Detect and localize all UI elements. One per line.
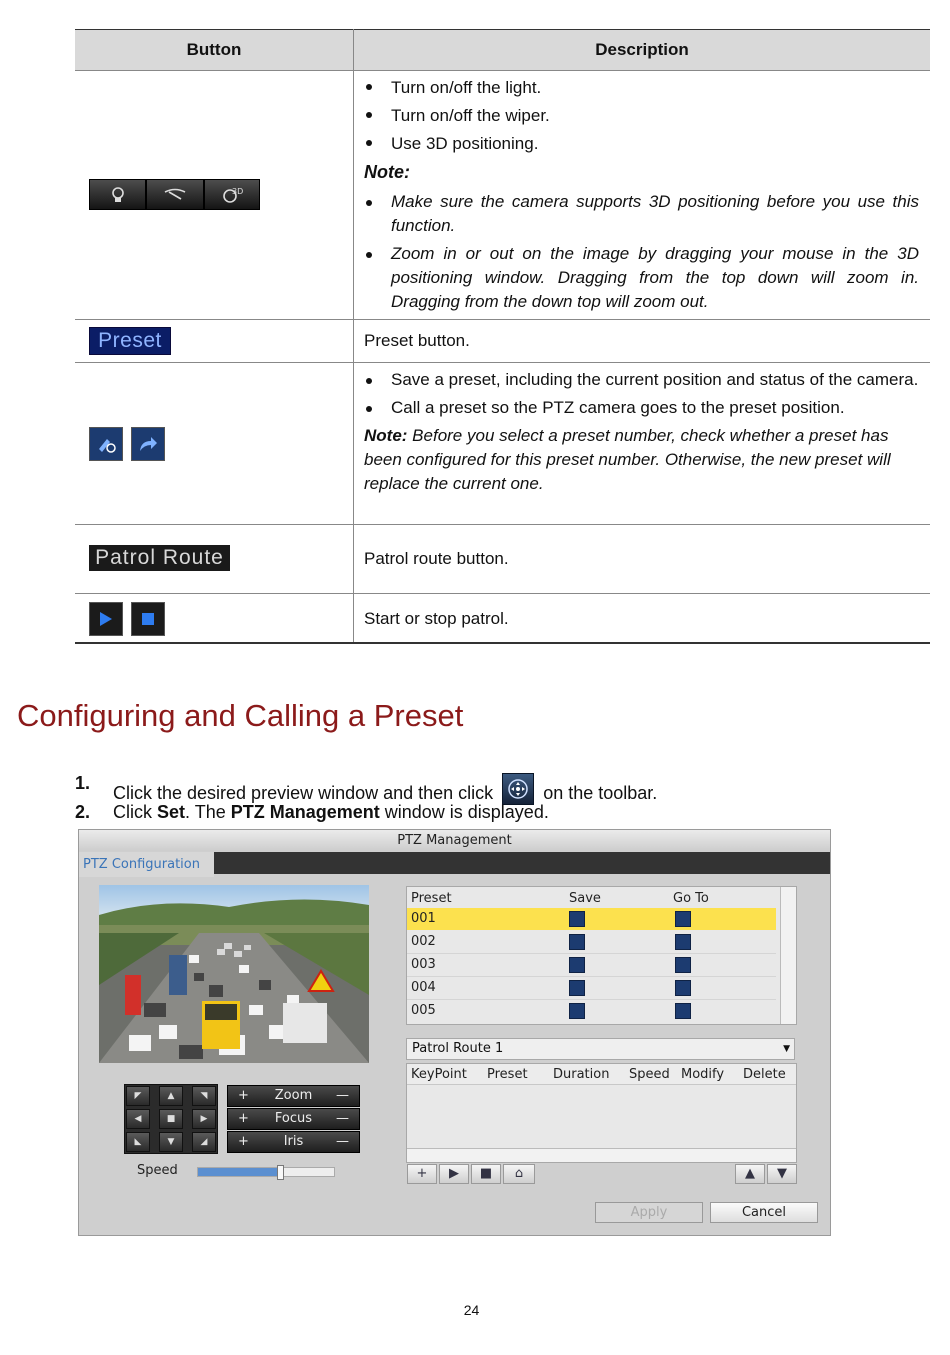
keypoint-h-scrollbar[interactable]	[407, 1148, 796, 1162]
preset-number: 005	[411, 1003, 436, 1018]
focus-control[interactable]	[227, 1108, 360, 1130]
call-preset-button-sample	[131, 427, 165, 461]
zoom-control[interactable]	[227, 1085, 360, 1107]
stop-patrol-button[interactable]: ■	[471, 1164, 501, 1184]
list-item: Make sure the camera supports 3D positioning before you use this function.	[364, 190, 919, 238]
pan-left-button[interactable]: ◀	[126, 1109, 150, 1129]
step-text	[113, 773, 657, 805]
ptz-management-window	[78, 829, 831, 1236]
start-patrol-button[interactable]: ▶	[439, 1164, 469, 1184]
step-text	[113, 802, 549, 823]
focus-near-icon[interactable]: +	[238, 1111, 249, 1126]
light-button-sample	[89, 179, 146, 210]
row3-description	[364, 368, 919, 496]
list-item: Use 3D positioning.	[364, 130, 919, 158]
window-title: PTZ Management	[79, 830, 830, 851]
column-header: Preset	[487, 1067, 528, 1082]
list-item: Call a preset so the PTZ camera goes to the preset position.	[364, 396, 919, 420]
step-text-part: Click the desired preview window and then click	[113, 783, 499, 803]
header-description: Description	[595, 40, 689, 59]
note-text: Before you select a preset number, check whether a preset has been configured for this preset number. Otherwise, the new preset will replace the current one.	[364, 426, 891, 493]
list-item: Turn on/off the light.	[364, 74, 919, 102]
focus-far-icon[interactable]: —	[336, 1111, 349, 1126]
step-text-part: window is displayed.	[379, 802, 549, 822]
speed-slider-fill	[198, 1168, 280, 1176]
row2-description: Preset button.	[364, 331, 470, 350]
column-header: Duration	[553, 1067, 610, 1082]
preset-scrollbar[interactable]	[780, 887, 796, 1024]
list-item: Save a preset, including the current position and status of the camera.	[364, 368, 919, 392]
svg-text:3D: 3D	[232, 186, 243, 196]
cancel-button[interactable]: Cancel	[710, 1202, 818, 1223]
preset-number: 001	[411, 911, 436, 926]
table-bottom-rule	[75, 642, 930, 644]
save-preset-icon	[95, 434, 117, 454]
save-preset-button-sample	[89, 427, 123, 461]
add-keypoint-button[interactable]: +	[407, 1164, 437, 1184]
row4-description: Patrol route button.	[364, 549, 509, 568]
goto-preset-button[interactable]	[675, 1003, 691, 1019]
save-preset-button[interactable]	[569, 934, 585, 950]
direction-pad	[124, 1084, 218, 1154]
stop-icon	[141, 612, 155, 626]
preset-button-sample: Preset	[89, 327, 171, 355]
step-text-part: on the toolbar.	[538, 783, 658, 803]
chevron-down-icon: ▼	[783, 1044, 790, 1054]
preset-number: 004	[411, 980, 436, 995]
move-down-button[interactable]: ▼	[767, 1164, 797, 1184]
note-label: Note:	[364, 426, 408, 445]
save-preset-button[interactable]	[569, 1003, 585, 1019]
pan-stop-button[interactable]: ■	[159, 1109, 183, 1129]
note-heading: Note:	[364, 162, 410, 182]
table-header	[75, 29, 930, 71]
traffic-scene-image	[99, 885, 369, 1063]
pan-up-right-button[interactable]: ◥	[192, 1086, 216, 1106]
row-divider	[75, 524, 930, 525]
step-number: 2.	[75, 802, 91, 822]
iris-control[interactable]	[227, 1131, 360, 1153]
pan-up-button[interactable]: ▲	[159, 1086, 183, 1106]
keypoint-list	[406, 1063, 797, 1163]
page-number: 24	[463, 1302, 480, 1318]
patrol-route-select[interactable]	[406, 1038, 795, 1060]
list-item: Turn on/off the wiper.	[364, 102, 919, 130]
step-text-part: Click	[113, 802, 157, 822]
row1-description	[364, 74, 919, 314]
save-preset-button[interactable]	[569, 980, 585, 996]
step-bold: PTZ Management	[230, 802, 380, 822]
goto-preset-button[interactable]	[675, 934, 691, 950]
step-1	[75, 773, 775, 803]
focus-label: Focus	[274, 1111, 313, 1126]
call-preset-icon	[137, 434, 159, 454]
wiper-icon	[163, 188, 187, 202]
step-text-part: . The	[185, 802, 231, 822]
preset-list	[406, 886, 797, 1025]
table-row[interactable]	[407, 931, 776, 954]
move-up-button[interactable]: ▲	[735, 1164, 765, 1184]
iris-label: Iris	[283, 1134, 304, 1149]
3d-positioning-icon	[221, 186, 243, 204]
iris-open-icon[interactable]: +	[238, 1134, 249, 1149]
pan-down-button[interactable]: ▼	[159, 1132, 183, 1152]
pan-right-button[interactable]: ▶	[192, 1109, 216, 1129]
column-header: Modify	[681, 1067, 725, 1082]
start-patrol-button-sample	[89, 602, 123, 636]
column-header: Preset	[411, 891, 452, 906]
row-divider	[75, 593, 930, 594]
wiper-button-sample	[146, 179, 204, 210]
table-row[interactable]	[407, 908, 776, 930]
step-bold: Set	[157, 802, 186, 822]
play-icon	[99, 611, 113, 627]
zoom-in-icon[interactable]: +	[238, 1088, 249, 1103]
pan-down-left-button[interactable]: ◣	[126, 1132, 150, 1152]
step-2	[75, 802, 775, 826]
column-header: Delete	[743, 1067, 786, 1082]
row-divider	[75, 362, 930, 363]
patrol-route-button-sample: Patrol Route	[89, 545, 230, 571]
speed-slider-thumb[interactable]	[277, 1165, 284, 1180]
preset-number: 002	[411, 934, 436, 949]
header-button: Button	[186, 40, 242, 59]
column-header: Go To	[673, 891, 709, 906]
goto-preset-button[interactable]	[675, 957, 691, 973]
pan-down-right-button[interactable]: ◢	[192, 1132, 216, 1152]
speed-slider[interactable]	[197, 1167, 335, 1177]
zoom-label: Zoom	[274, 1088, 313, 1103]
ptz-toolbar-icon	[502, 773, 534, 805]
delete-route-button[interactable]: ⌂	[503, 1164, 535, 1184]
table-row[interactable]	[407, 1000, 776, 1022]
list-item: Zoom in or out on the image by dragging your mouse in the 3D positioning window. Dragging from the top down will zoom in. Dragging from the down top will zoom out.	[364, 242, 919, 314]
light-icon	[109, 186, 127, 204]
column-header: KeyPoint	[411, 1067, 467, 1082]
table-row[interactable]	[407, 977, 776, 1000]
table-row[interactable]	[407, 954, 776, 977]
speed-label: Speed	[137, 1163, 178, 1178]
apply-button[interactable]: Apply	[595, 1202, 703, 1223]
goto-preset-button[interactable]	[675, 980, 691, 996]
button-description-table	[75, 29, 930, 644]
tab-ptz-configuration[interactable]: PTZ Configuration	[79, 852, 214, 877]
patrol-route-value: Patrol Route 1	[412, 1041, 504, 1056]
preset-number: 003	[411, 957, 436, 972]
row3-note	[364, 424, 919, 496]
3d-positioning-button-sample	[204, 179, 260, 210]
step-number: 1.	[75, 773, 91, 793]
column-divider	[353, 29, 354, 644]
row5-description: Start or stop patrol.	[364, 609, 509, 628]
section-title: Configuring and Calling a Preset	[17, 698, 464, 733]
goto-preset-button[interactable]	[675, 911, 691, 927]
column-header: Save	[569, 891, 601, 906]
save-preset-button[interactable]	[569, 911, 585, 927]
column-header: Speed	[629, 1067, 670, 1082]
video-preview[interactable]	[99, 885, 369, 1063]
zoom-out-icon[interactable]: —	[336, 1088, 349, 1103]
row-divider	[75, 319, 930, 320]
pan-up-left-button[interactable]: ◤	[126, 1086, 150, 1106]
iris-close-icon[interactable]: —	[336, 1134, 349, 1149]
stop-patrol-button-sample	[131, 602, 165, 636]
save-preset-button[interactable]	[569, 957, 585, 973]
